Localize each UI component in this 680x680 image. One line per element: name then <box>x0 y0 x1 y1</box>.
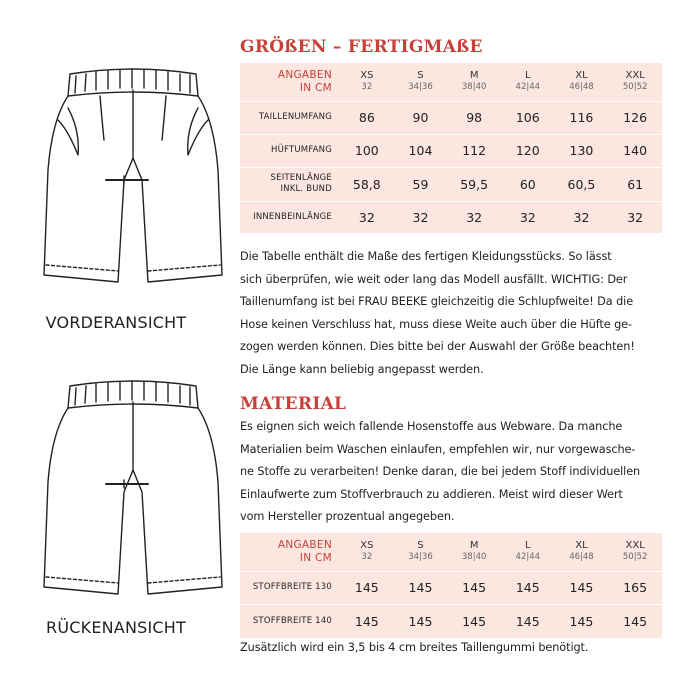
size-name: XL <box>575 70 588 82</box>
table-cell: 145 <box>340 571 394 604</box>
size-number: 46|48 <box>569 552 594 563</box>
text-line: Materialien beim Waschen einlaufen, empfehlen wir, nur vorgewasche- <box>240 442 636 456</box>
table-cell: 145 <box>462 613 487 629</box>
size-name: XS <box>360 70 374 82</box>
size-column-header <box>394 533 448 571</box>
row-label: HÜFTUMFANG <box>240 134 340 167</box>
table-row <box>240 571 662 604</box>
size-column-header <box>340 533 394 571</box>
table-cell: 116 <box>555 101 609 134</box>
sizes-heading: GRÖßEN – FERTIGMAßE <box>240 37 483 57</box>
table-row <box>240 134 662 167</box>
size-number: 34|36 <box>408 552 433 563</box>
text-line: sich überprüfen, wie weit oder lang das Modell ausfällt. WICHTIG: Der <box>240 272 628 286</box>
size-column-header <box>555 533 609 571</box>
table-cell: 126 <box>608 101 662 134</box>
size-name: L <box>525 70 531 82</box>
table-cell: 145 <box>555 571 609 604</box>
table-header-row <box>240 533 662 571</box>
table-cell: 145 <box>515 613 540 629</box>
table-cell: 104 <box>394 134 448 167</box>
size-column-header <box>555 63 609 101</box>
size-name: S <box>417 540 424 552</box>
table-cell: 145 <box>569 613 594 629</box>
header-label-line: ANGABEN <box>277 68 332 81</box>
size-column-header <box>340 63 394 101</box>
table-cell: 106 <box>501 101 555 134</box>
text-line: zogen werden können. Dies bitte bei der Auswahl der Größe beachten! <box>240 340 635 353</box>
back-view-label: RÜCKENANSICHT <box>46 618 186 637</box>
table-cell: 60,5 <box>555 167 609 201</box>
table-cell: 86 <box>340 101 394 134</box>
table-cell: 165 <box>608 571 662 604</box>
size-column-header <box>501 533 555 571</box>
table-cell: 32 <box>412 209 429 225</box>
header-label-cell <box>240 533 340 571</box>
header-label-line: ANGABEN <box>277 538 332 551</box>
size-number: 42|44 <box>515 552 541 563</box>
size-number: 50|52 <box>622 82 648 93</box>
row-label-line: INKL. BUND <box>280 184 332 194</box>
size-number: 46|48 <box>569 82 594 93</box>
size-name: XXL <box>625 540 645 552</box>
table-cell: 58,8 <box>340 167 394 201</box>
size-name: M <box>469 70 479 82</box>
table-cell: 120 <box>501 134 555 167</box>
table-cell: 59 <box>394 167 448 201</box>
size-column-header <box>608 533 662 571</box>
size-number: 38|40 <box>461 552 487 563</box>
back-view-shorts-drawing <box>38 372 228 617</box>
text-line: Einlaufwerte zum Stoffverbrauch zu addieren. Meist wird dieser Wert <box>240 487 623 501</box>
header-label-cell <box>240 63 340 101</box>
row-label: STOFFBREITE 140 <box>252 615 332 626</box>
size-name: XXL <box>625 70 645 82</box>
table-row <box>240 201 662 233</box>
size-number: 32 <box>361 82 373 93</box>
table-header-row <box>240 63 662 101</box>
table-cell: 32 <box>358 209 375 225</box>
table-cell: 145 <box>447 571 501 604</box>
material-heading: MATERIAL <box>240 394 347 414</box>
row-label <box>240 167 340 201</box>
table-cell: 32 <box>573 209 590 225</box>
material-description <box>240 416 664 529</box>
elastic-footnote: Zusätzlich wird ein 3,5 bis 4 cm breites Taillengummi benötigt. <box>240 641 589 654</box>
size-column-header <box>394 63 448 101</box>
table-row <box>240 604 662 638</box>
table-cell: 98 <box>447 101 501 134</box>
row-label: INNENBEINLÄNGE <box>253 211 332 222</box>
fabric-width-table <box>240 533 662 638</box>
table-row <box>240 101 662 134</box>
table-cell: 145 <box>501 571 555 604</box>
text-line: Es eignen sich weich fallende Hosenstoffe aus Webware. Da manche <box>240 420 623 433</box>
size-column-header <box>447 533 501 571</box>
row-label: STOFFBREITE 130 <box>240 571 340 604</box>
row-label: TAILLENUMFANG <box>240 101 340 134</box>
table-row <box>240 167 662 201</box>
size-name: L <box>525 540 531 552</box>
size-name: XS <box>360 540 374 552</box>
table-cell: 59,5 <box>447 167 501 201</box>
size-number: 50|52 <box>622 552 648 563</box>
text-line: Die Tabelle enthält die Maße des fertigen Kleidungsstücks. So lässt <box>240 250 612 263</box>
table-cell: 32 <box>627 209 644 225</box>
front-view-label: VORDERANSICHT <box>45 313 187 332</box>
size-name: M <box>469 540 479 552</box>
text-line: Taillenumfang ist bei FRAU BEEKE gleichzeitig die Schlupfweite! Da die <box>240 295 634 308</box>
text-line: vom Hersteller prozentual angegeben. <box>240 510 455 523</box>
header-label-line: IN CM <box>299 551 332 564</box>
table-cell: 60 <box>501 167 555 201</box>
table-cell: 145 <box>354 613 379 629</box>
header-label-line: IN CM <box>299 81 332 94</box>
table-cell: 32 <box>519 209 536 225</box>
size-number: 42|44 <box>515 82 541 93</box>
sizes-description <box>240 246 664 381</box>
size-name: XL <box>575 540 588 552</box>
table-cell: 145 <box>394 571 448 604</box>
illustration-column <box>0 0 232 680</box>
size-column-header <box>447 63 501 101</box>
table-cell: 145 <box>408 613 433 629</box>
table-cell: 140 <box>608 134 662 167</box>
table-cell: 61 <box>608 167 662 201</box>
size-column-header <box>501 63 555 101</box>
table-cell: 112 <box>447 134 501 167</box>
table-cell: 145 <box>623 613 648 629</box>
size-column-header <box>608 63 662 101</box>
table-cell: 32 <box>466 209 483 225</box>
front-view-shorts-drawing <box>38 60 228 305</box>
size-number: 34|36 <box>408 82 433 93</box>
size-number: 32 <box>361 552 373 563</box>
text-line: ne Stoffe zu verarbeiten! Denke daran, die bei jedem Stoff individuellen <box>240 465 641 478</box>
text-line: Die Länge kann beliebig angepasst werden. <box>240 362 484 376</box>
row-label-line: SEITENLÄNGE <box>270 173 332 183</box>
finished-measurements-table <box>240 63 662 233</box>
table-cell: 100 <box>340 134 394 167</box>
table-cell: 90 <box>394 101 448 134</box>
size-name: S <box>417 70 424 82</box>
size-number: 38|40 <box>461 82 487 93</box>
table-cell: 130 <box>555 134 609 167</box>
text-line: Hose keinen Verschluss hat, muss diese Weite auch über die Hüfte ge- <box>240 317 632 331</box>
